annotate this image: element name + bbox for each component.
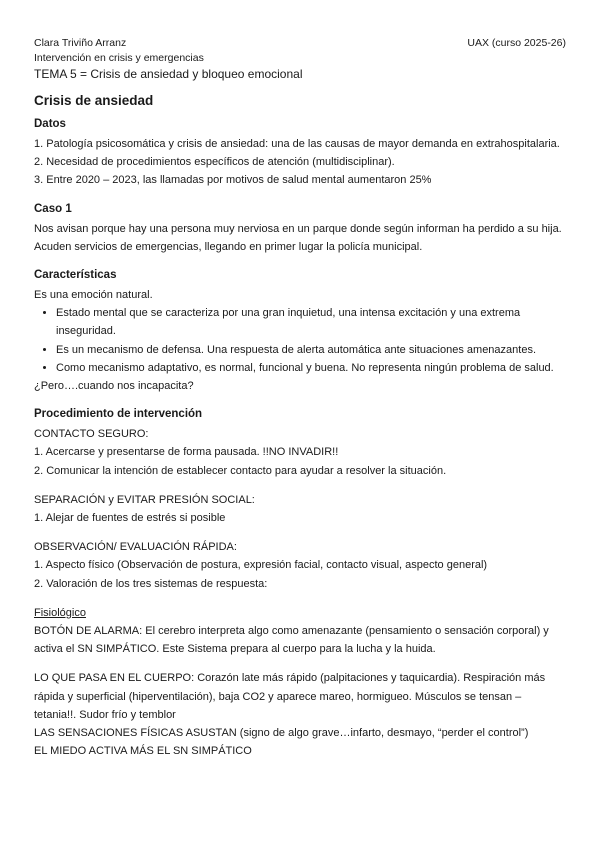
datos-item: 3. Entre 2020 – 2023, las llamadas por motivos de salud mental aumentaron 25% <box>34 174 432 187</box>
header-top-row <box>34 36 566 51</box>
contacto-item: 1. Acercarse y presentarse de forma pausada. !!NO INVADIR!! <box>34 446 339 459</box>
observacion-item: 2. Valoración de los tres sistemas de respuesta: <box>34 577 268 590</box>
caracteristicas-intro: Es una emoción natural. <box>34 289 153 302</box>
cuerpo-text: LO QUE PASA EN EL CUERPO: Corazón late más rápido (palpitaciones y taquicardia). Respiración más rápida y superficial (hiperventilación), baja CO2 y aparece mareo, hormigueo. Músculos se tensan – tetania!!. Sudor frío y temblor <box>34 672 546 721</box>
spacer <box>34 593 566 604</box>
contacto-item: 2. Comunicar la intención de establecer contacto para ayudar a resolver la situación. <box>34 464 447 477</box>
spacer <box>34 480 566 491</box>
caso-section <box>34 201 566 256</box>
separacion-label: SEPARACIÓN y EVITAR PRESIÓN SOCIAL: <box>34 493 255 506</box>
datos-heading: Datos <box>34 118 66 130</box>
spacer <box>34 527 566 538</box>
observacion-label: OBSERVACIÓN/ EVALUACIÓN RÁPIDA: <box>34 541 237 554</box>
caso-heading: Caso 1 <box>34 202 72 215</box>
list-item: • Es un mecanismo de defensa. Una respuesta de alerta automática ante situaciones amenazantes. <box>56 341 566 359</box>
subject-name: Intervención en crisis y emergencias <box>34 52 204 64</box>
list-item: • Como mecanismo adaptativo, es normal, funcional y buena. No representa ningún problema de salud. <box>56 359 566 377</box>
page-title: Crisis de ansiedad <box>34 93 154 108</box>
procedimiento-heading: Procedimiento de intervención <box>34 408 203 421</box>
sensaciones-text: LAS SENSACIONES FÍSICAS ASUSTAN (signo de algo grave…infarto, desmayo, “perder el control”) <box>34 727 529 740</box>
observacion-item: 1. Aspecto físico (Observación de postura, expresión facial, contacto visual, aspecto general) <box>34 559 488 572</box>
contacto-label: CONTACTO SEGURO: <box>34 428 149 441</box>
caracteristicas-question: ¿Pero….cuando nos incapacita? <box>34 380 194 393</box>
miedo-text: EL MIEDO ACTIVA MÁS EL SN SIMPÁTICO <box>34 745 252 758</box>
course-label: UAX (curso 2025-26) <box>467 37 566 49</box>
separacion-item: 1. Alejar de fuentes de estrés si posible <box>34 512 226 525</box>
topic-line: TEMA 5 = Crisis de ansiedad y bloqueo emocional <box>34 67 303 81</box>
datos-item: 1. Patología psicosomática y crisis de ansiedad: una de las causas de mayor demanda en extrahospitalaria. <box>34 138 560 150</box>
datos-section <box>34 116 566 190</box>
spacer <box>34 395 566 406</box>
caracteristicas-list <box>34 304 566 377</box>
document-page <box>34 36 566 760</box>
caracteristicas-section <box>34 267 566 395</box>
spacer <box>34 190 566 201</box>
fisiologico-heading: Fisiológico <box>34 606 86 619</box>
caracteristicas-heading: Características <box>34 269 117 282</box>
datos-item: 2. Necesidad de procedimientos específicos de atención (multidisciplinar). <box>34 156 395 169</box>
list-item: • Estado mental que se caracteriza por una gran inquietud, una intensa excitación y una extrema inseguridad. <box>56 304 566 340</box>
spacer <box>34 658 566 669</box>
author-name: Clara Triviño Arranz <box>34 37 127 49</box>
fisiologico-section <box>34 604 566 761</box>
spacer <box>34 256 566 267</box>
procedimiento-section <box>34 406 566 593</box>
document-header <box>34 36 566 66</box>
alarma-text: BOTÓN DE ALARMA: El cerebro interpreta algo como amenazante (pensamiento o sensación corporal) y activa el SN SIMPÁTICO. Este Sistema prepara al cuerpo para la lucha y la huida. <box>34 625 549 656</box>
caso-text: Nos avisan porque hay una persona muy nerviosa en un parque donde según informan ha perdido a su hija. Acuden servicios de emergencias, llegando en primer lugar la policía municipal. <box>34 222 562 253</box>
